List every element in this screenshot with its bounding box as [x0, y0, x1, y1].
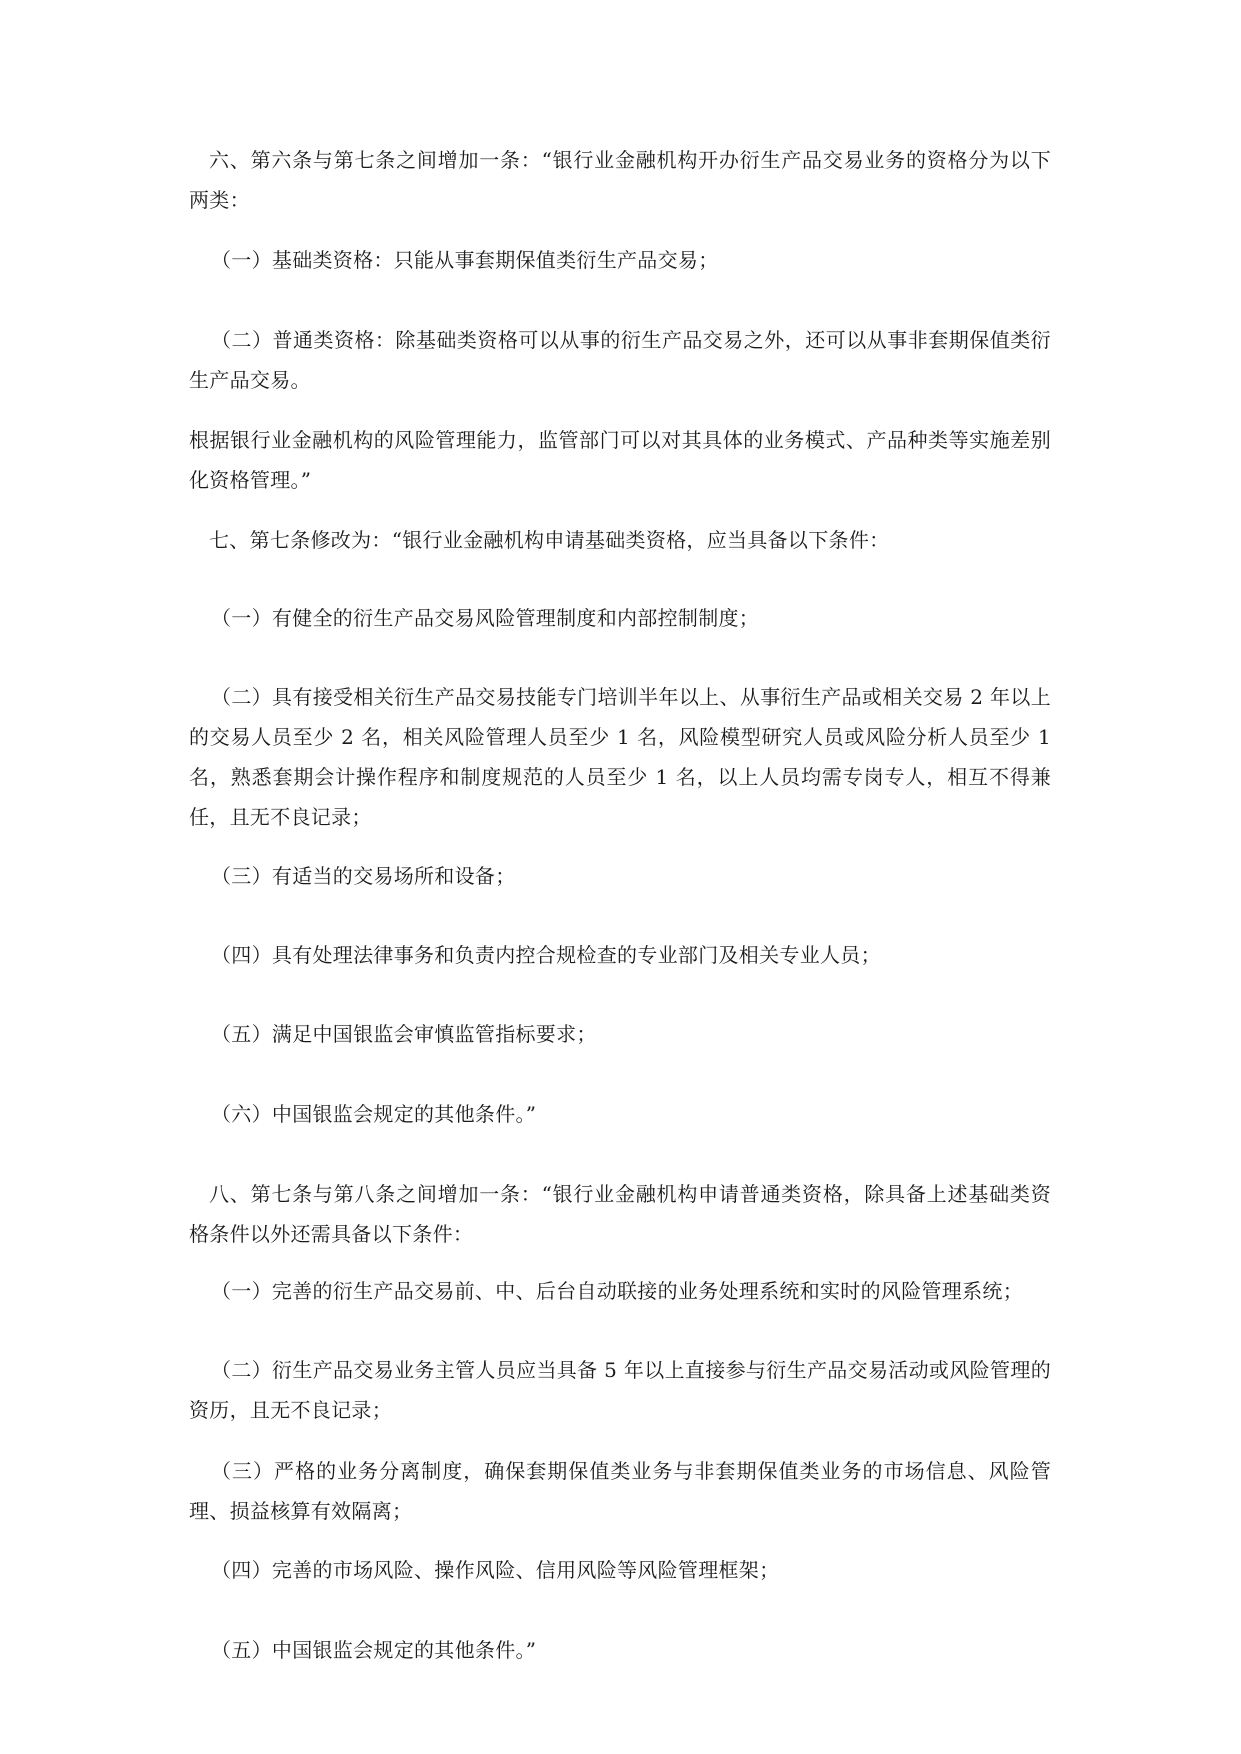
paragraph-item: （五）满足中国银监会审慎监管指标要求；	[211, 1022, 597, 1046]
paragraph-item: （二）衍生产品交易业务主管人员应当具备 5 年以上直接参与衍生产品交易活动或风险管理的资历，且无不良记录；	[189, 1358, 1051, 1422]
paragraph-article-8: 八、第七条与第八条之间增加一条：“银行业金融机构申请普通类资格，除具备上述基础类资格条件以外还需具备以下条件：	[189, 1182, 1051, 1246]
paragraph-item: （四）完善的市场风险、操作风险、信用风险等风险管理框架；	[211, 1558, 780, 1582]
paragraph-item: （一）基础类资格：只能从事套期保值类衍生产品交易；	[211, 248, 719, 272]
paragraph-item: （二）普通类资格：除基础类资格可以从事的衍生产品交易之外，还可以从事非套期保值类衍生产品交易。	[189, 328, 1051, 392]
paragraph-body: 根据银行业金融机构的风险管理能力，监管部门可以对其具体的业务模式、产品种类等实施差别化资格管理。”	[189, 428, 1051, 492]
paragraph-item: （二）具有接受相关衍生产品交易技能专门培训半年以上、从事衍生产品或相关交易 2 年以上的交易人员至少 2 名，相关风险管理人员至少 1 名，风险模型研究人员或风险分析人员至少 1 名，熟悉套期会计操作程序和制度规范的人员至少 1 名，以上人员均需专岗专人，相互不得兼任，且无不良记录；	[189, 685, 1051, 829]
paragraph-item: （五）中国银监会规定的其他条件。”	[211, 1638, 537, 1662]
paragraph-article-6: 六、第六条与第七条之间增加一条：“银行业金融机构开办衍生产品交易业务的资格分为以下两类：	[189, 148, 1051, 212]
paragraph-item: （六）中国银监会规定的其他条件。”	[211, 1102, 537, 1126]
paragraph-item: （四）具有处理法律事务和负责内控合规检查的专业部门及相关专业人员；	[211, 943, 881, 967]
paragraph-item: （一）完善的衍生产品交易前、中、后台自动联接的业务处理系统和实时的风险管理系统；	[211, 1279, 1023, 1303]
paragraph-item: （一）有健全的衍生产品交易风险管理制度和内部控制制度；	[211, 606, 760, 630]
paragraph-item: （三）严格的业务分离制度，确保套期保值类业务与非套期保值类业务的市场信息、风险管理、损益核算有效隔离；	[189, 1459, 1051, 1523]
paragraph-article-7: 七、第七条修改为：“银行业金融机构申请基础类资格，应当具备以下条件：	[209, 528, 890, 552]
paragraph-item: （三）有适当的交易场所和设备；	[211, 864, 516, 888]
